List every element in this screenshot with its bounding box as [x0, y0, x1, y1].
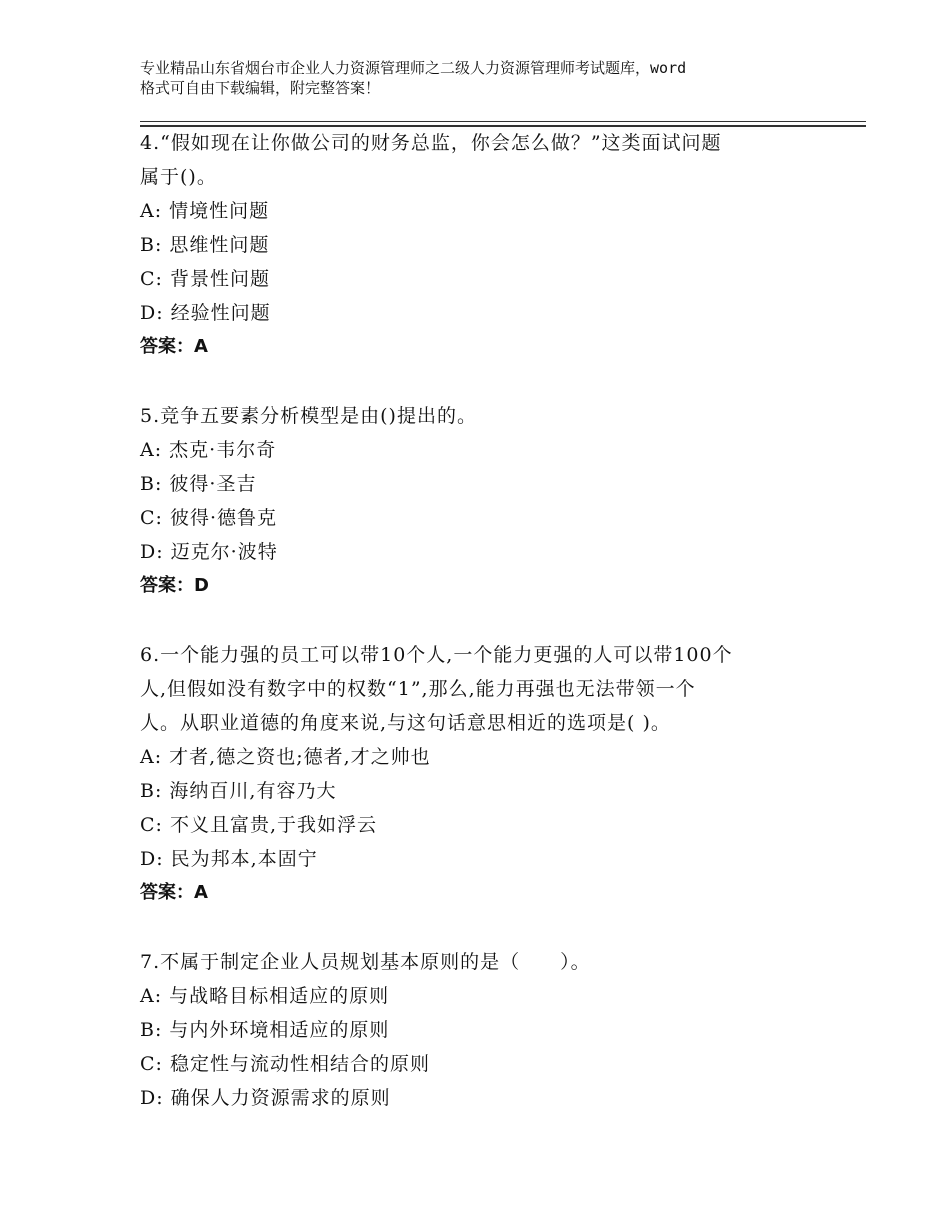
option-b: B: 与内外环境相适应的原则 — [140, 1019, 390, 1041]
question-text-line: 人。从职业道德的角度来说,与这句话意思相近的选项是( )。 — [140, 712, 671, 734]
question-7 — [140, 945, 840, 1115]
option-c: C: 不义且富贵,于我如浮云 — [140, 814, 378, 836]
option-a: A: 杰克·韦尔奇 — [140, 439, 277, 461]
answer: 答案：A — [140, 882, 208, 903]
option-d: D: 民为邦本,本固宁 — [140, 848, 318, 870]
question-text-line: 7.不属于制定企业人员规划基本原则的是（ ）。 — [140, 951, 591, 973]
document-header — [140, 58, 830, 98]
question-text-line: 5.竞争五要素分析模型是由()提出的。 — [140, 405, 477, 427]
answer: 答案：A — [140, 336, 208, 357]
option-b: B: 彼得·圣吉 — [140, 473, 257, 495]
question-6 — [140, 638, 840, 910]
option-c: C: 彼得·德鲁克 — [140, 507, 278, 529]
option-c: C: 稳定性与流动性相结合的原则 — [140, 1053, 430, 1075]
option-a: A: 与战略目标相适应的原则 — [140, 985, 390, 1007]
header-divider-thin — [140, 121, 866, 122]
option-d: D: 确保人力资源需求的原则 — [140, 1087, 391, 1109]
question-text-line: 4.“假如现在让你做公司的财务总监，你会怎么做？”这类面试问题 — [140, 132, 722, 154]
header-line-2: 格式可自由下载编辑，附完整答案！ — [140, 79, 381, 97]
option-b: B: 海纳百川,有容乃大 — [140, 780, 337, 802]
option-a: A: 情境性问题 — [140, 200, 270, 222]
question-text-line: 6.一个能力强的员工可以带10个人,一个能力更强的人可以带100个 — [140, 644, 733, 666]
option-d: D: 经验性问题 — [140, 302, 271, 324]
question-5 — [140, 399, 840, 603]
question-text-line: 属于()。 — [140, 166, 217, 188]
header-line-1: 专业精品山东省烟台市企业人力资源管理师之二级人力资源管理师考试题库，word — [140, 59, 687, 77]
option-c: C: 背景性问题 — [140, 268, 270, 290]
option-a: A: 才者,德之资也;德者,才之帅也 — [140, 746, 431, 768]
option-b: B: 思维性问题 — [140, 234, 270, 256]
question-4 — [140, 126, 840, 364]
answer: 答案：D — [140, 575, 209, 596]
question-text-line: 人,但假如没有数字中的权数“1”,那么,能力再强也无法带领一个 — [140, 678, 696, 700]
option-d: D: 迈克尔·波特 — [140, 541, 278, 563]
